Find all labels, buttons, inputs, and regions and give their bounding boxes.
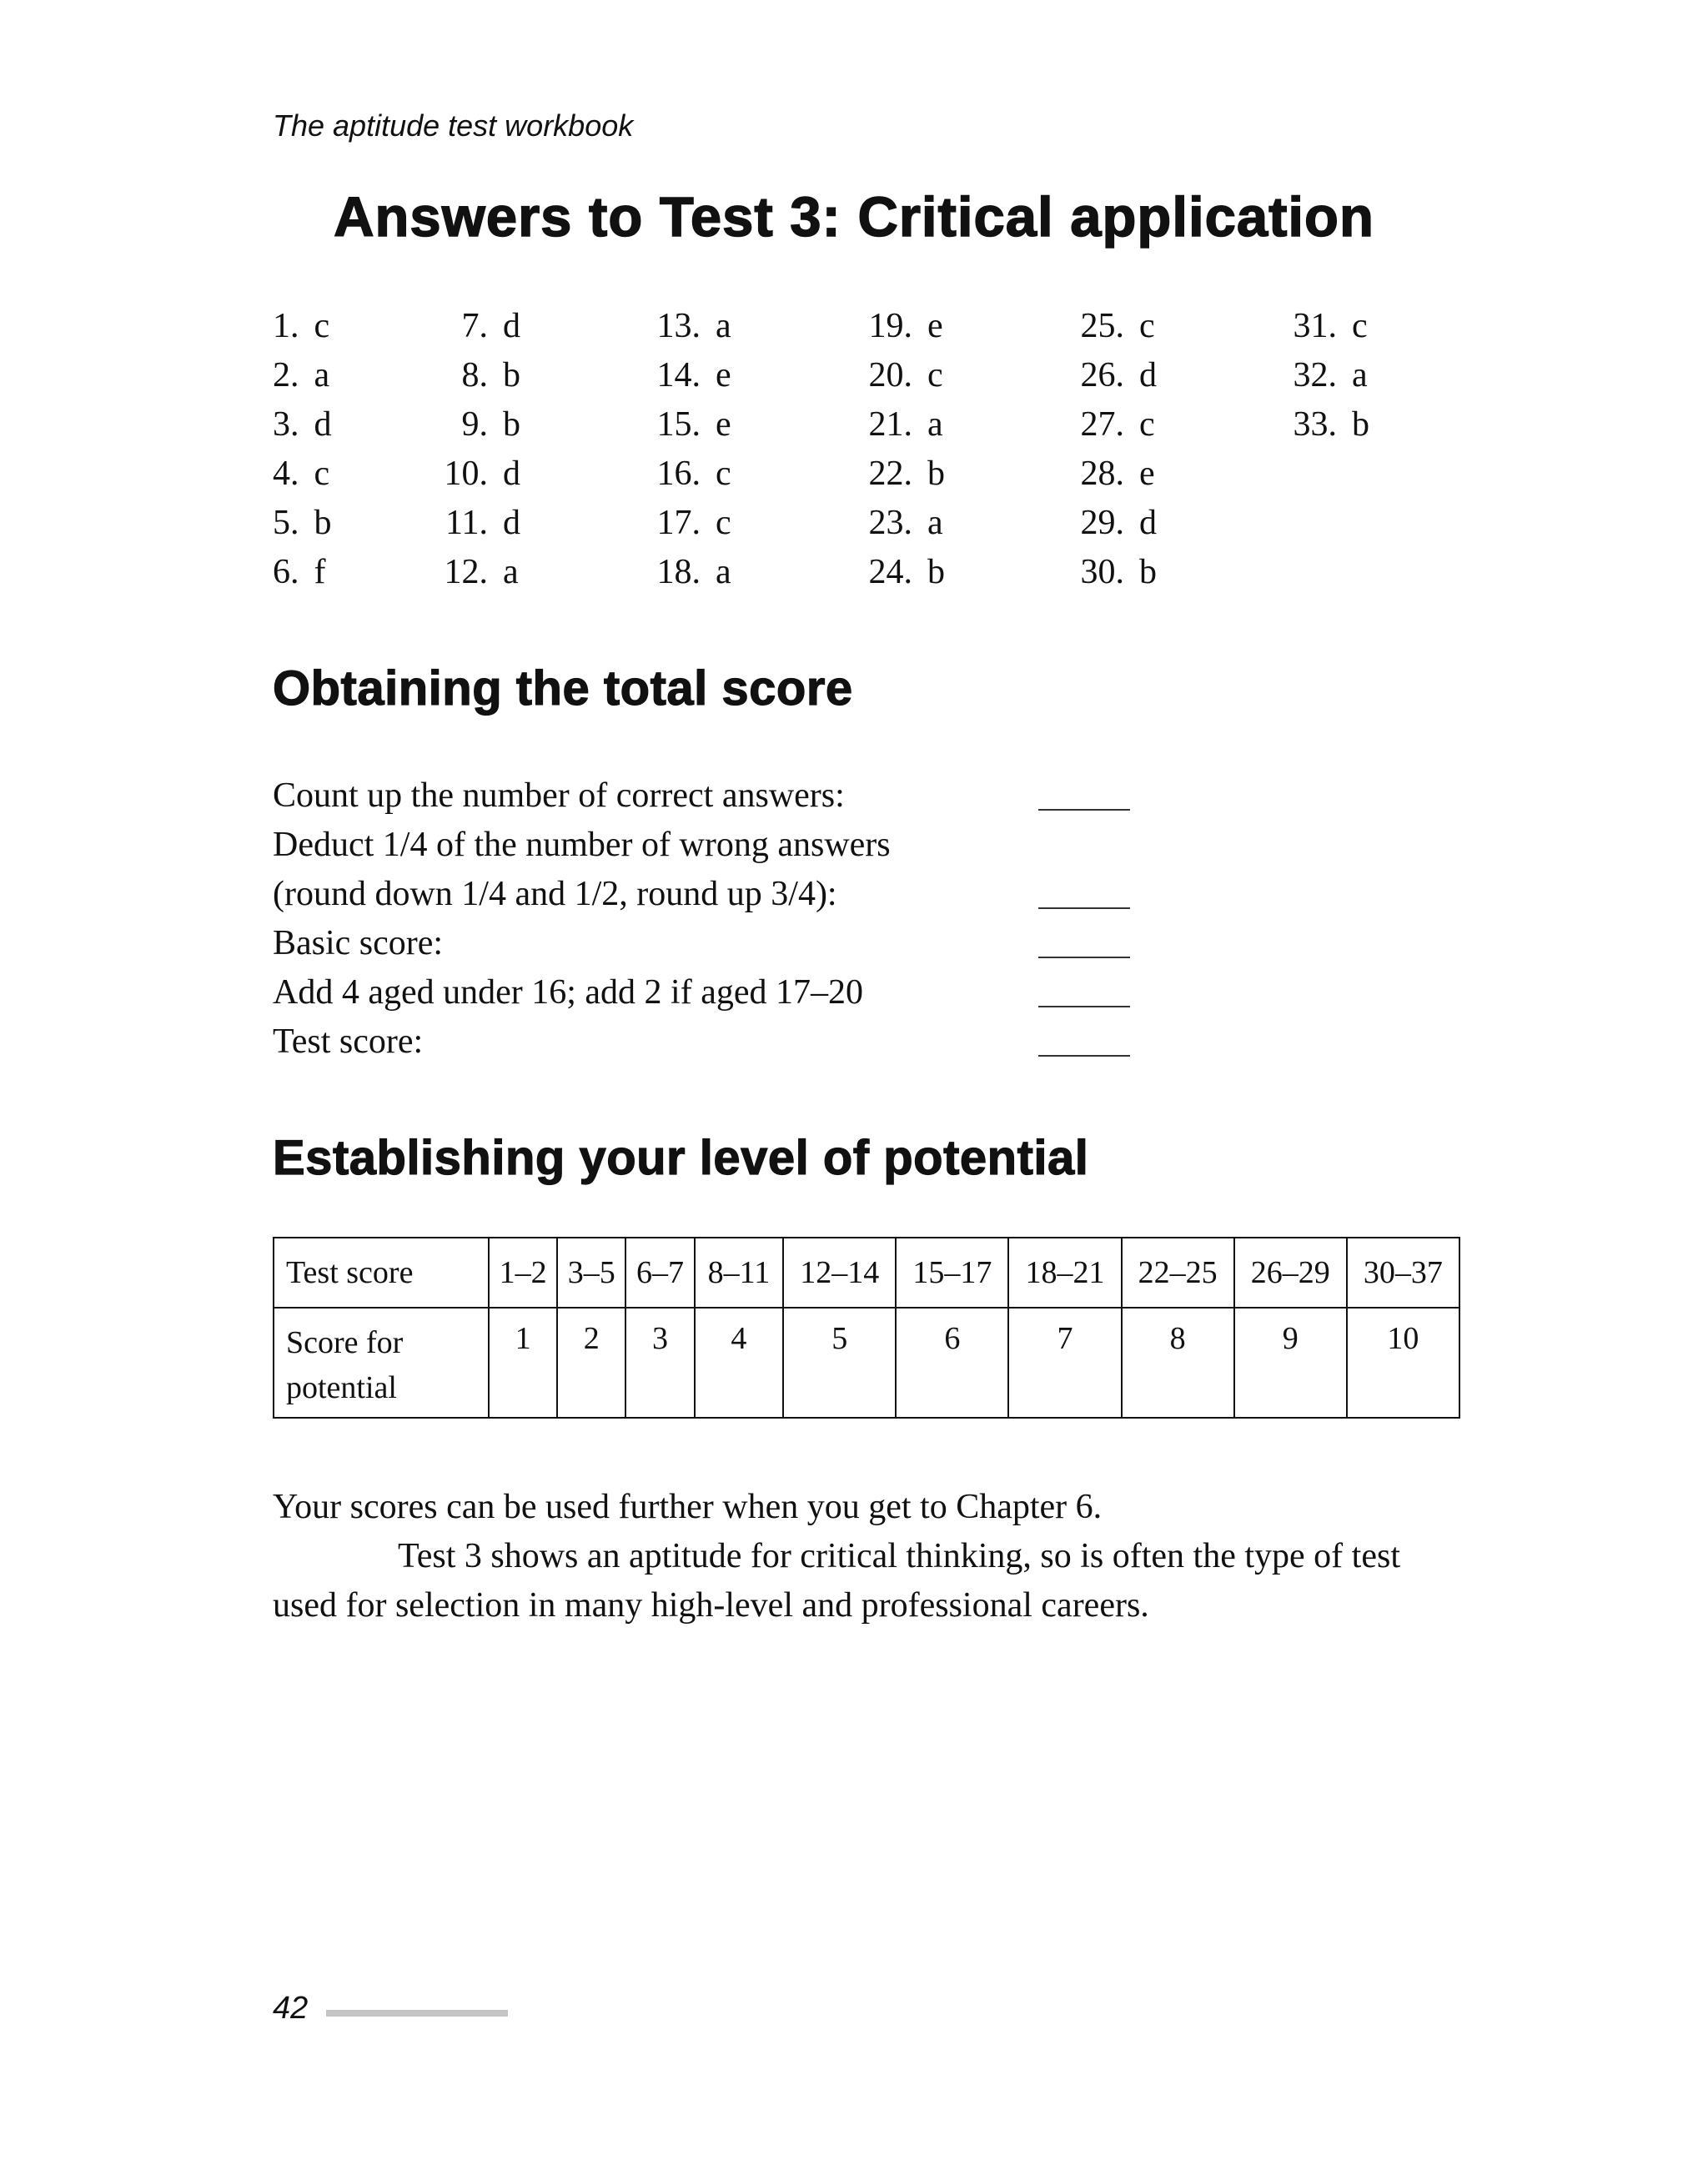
question-number: 6.: [273, 553, 299, 591]
question-number: 25.: [1080, 307, 1124, 345]
question-number: 24.: [868, 553, 912, 591]
answer-letter: e: [927, 307, 943, 345]
question-number: 18.: [656, 553, 701, 591]
answer-letter: a: [927, 405, 943, 444]
potential-heading: Establishing your level of potential: [273, 1131, 1089, 1185]
answer-item: [837, 450, 1004, 499]
answer-column: [625, 302, 792, 597]
answer-letter: c: [1352, 307, 1368, 345]
question-number: 27.: [1080, 405, 1124, 444]
row-label-test-score: Test score: [274, 1238, 489, 1308]
test-score-range: 1–2: [489, 1238, 557, 1308]
answer-blank[interactable]: [1038, 1006, 1130, 1007]
answer-item: [1049, 548, 1216, 597]
score-step: [273, 821, 1123, 870]
test-score-range: 3–5: [557, 1238, 625, 1308]
question-number: 3.: [273, 405, 299, 444]
answer-letter: c: [927, 356, 943, 394]
page-title: Answers to Test 3: Critical application: [334, 186, 1374, 249]
score-step: [273, 1017, 1123, 1067]
answer-letter: c: [314, 455, 330, 493]
answer-item: [837, 548, 1004, 597]
question-number: 11.: [445, 504, 488, 542]
score-step-text: Add 4 aged under 16; add 2 if aged 17–20: [273, 973, 863, 1012]
answer-letter: c: [314, 307, 330, 345]
score-step-text: Deduct 1/4 of the number of wrong answers: [273, 826, 891, 864]
running-head: The aptitude test workbook: [273, 108, 634, 143]
score-step-text: Basic score:: [273, 924, 444, 962]
question-number: 33.: [1293, 405, 1337, 444]
question-number: 12.: [444, 553, 488, 591]
answer-letter: e: [716, 405, 731, 444]
answer-letter: d: [503, 504, 520, 542]
table-row-test-score: [274, 1238, 1459, 1308]
score-step: [273, 968, 1123, 1017]
score-step-text: (round down 1/4 and 1/2, round up 3/4):: [273, 875, 837, 913]
answer-letter: b: [927, 553, 945, 591]
answer-column: [1049, 302, 1216, 597]
answer-item: [413, 450, 580, 499]
question-number: 29.: [1080, 504, 1124, 542]
question-number: 17.: [656, 504, 701, 542]
answer-blank[interactable]: [1038, 957, 1130, 958]
question-number: 26.: [1080, 356, 1124, 394]
answer-column: [837, 302, 1004, 597]
test-score-range: 26–29: [1234, 1238, 1347, 1308]
answer-item: [837, 302, 1004, 351]
answer-item: [1049, 302, 1216, 351]
answer-item: [625, 400, 792, 450]
question-number: 2.: [273, 356, 299, 394]
test-score-range: 6–7: [625, 1238, 694, 1308]
total-score-heading: Obtaining the total score: [273, 661, 853, 716]
closing-text: [273, 1483, 1460, 1630]
test-score-range: 12–14: [783, 1238, 896, 1308]
answer-letter: b: [1139, 553, 1157, 591]
answer-item: [1049, 499, 1216, 548]
potential-score: 3: [625, 1308, 694, 1418]
answer-item: [1262, 351, 1429, 400]
answer-item: [625, 548, 792, 597]
potential-score: 10: [1347, 1308, 1459, 1418]
answer-letter: c: [716, 504, 731, 542]
question-number: 15.: [656, 405, 701, 444]
answer-column: [413, 302, 580, 597]
question-number: 22.: [868, 455, 912, 493]
question-number: 1.: [273, 307, 299, 345]
answer-letter: b: [314, 504, 332, 542]
question-number: 9.: [461, 405, 488, 444]
answer-letter: b: [1352, 405, 1369, 444]
answer-letter: e: [716, 356, 731, 394]
question-number: 19.: [868, 307, 912, 345]
question-number: 10.: [444, 455, 488, 493]
answer-letter: a: [716, 307, 731, 345]
potential-score: 1: [489, 1308, 557, 1418]
answer-letter: a: [927, 504, 943, 542]
answer-letter: d: [314, 405, 332, 444]
closing-line: Your scores can be used further when you get to Chapter 6.: [273, 1488, 1103, 1526]
total-score-steps: [273, 771, 1123, 1067]
answer-item: [625, 499, 792, 548]
answer-letter: e: [1139, 455, 1155, 493]
answer-letter: c: [1139, 307, 1155, 345]
score-step-text: Test score:: [273, 1022, 424, 1061]
answer-column: [1262, 302, 1429, 450]
answer-letter: b: [503, 356, 520, 394]
potential-score: 4: [695, 1308, 784, 1418]
answer-letter: a: [1352, 356, 1368, 394]
potential-score: 2: [557, 1308, 625, 1418]
potential-score: 5: [783, 1308, 896, 1418]
question-number: 28.: [1080, 455, 1124, 493]
question-number: 7.: [461, 307, 488, 345]
question-number: 8.: [461, 356, 488, 394]
answer-item: [413, 302, 580, 351]
row-label-score-for-potential: Score for potential: [274, 1308, 489, 1418]
answer-item: [837, 499, 1004, 548]
potential-table: [273, 1237, 1460, 1419]
score-step: [273, 919, 1123, 968]
answer-blank[interactable]: [1038, 907, 1130, 909]
answer-item: [837, 351, 1004, 400]
answer-item: [1262, 400, 1429, 450]
answer-item: [1049, 450, 1216, 499]
question-number: 13.: [656, 307, 701, 345]
answer-item: [1049, 351, 1216, 400]
score-step-text: Count up the number of correct answers:: [273, 776, 845, 815]
potential-score: 7: [1008, 1308, 1121, 1418]
question-number: 14.: [656, 356, 701, 394]
answer-letter: c: [716, 455, 731, 493]
score-step: [273, 771, 1123, 821]
answer-blank[interactable]: [1038, 1055, 1130, 1057]
answer-item: [1262, 302, 1429, 351]
test-score-range: 22–25: [1122, 1238, 1234, 1308]
answer-letter: b: [503, 405, 520, 444]
folio-rule: [326, 2010, 508, 2017]
answer-item: [837, 400, 1004, 450]
question-number: 31.: [1293, 307, 1337, 345]
answer-item: [413, 351, 580, 400]
table-row-score-for-potential: [274, 1308, 1459, 1418]
answer-letter: d: [1139, 504, 1157, 542]
answer-item: [625, 351, 792, 400]
answer-letter: f: [314, 553, 326, 591]
answer-letter: d: [503, 307, 520, 345]
answer-blank[interactable]: [1038, 809, 1130, 811]
answer-letter: d: [503, 455, 520, 493]
test-score-range: 15–17: [896, 1238, 1008, 1308]
answer-item: [625, 302, 792, 351]
answer-letter: c: [1139, 405, 1155, 444]
answer-letter: b: [927, 455, 945, 493]
answer-item: [625, 450, 792, 499]
test-score-range: 18–21: [1008, 1238, 1121, 1308]
answer-letter: a: [314, 356, 330, 394]
answer-item: [413, 499, 580, 548]
closing-paragraph: [273, 1532, 1460, 1630]
answer-letter: d: [1139, 356, 1157, 394]
answer-item: [413, 548, 580, 597]
question-number: 20.: [868, 356, 912, 394]
question-number: 23.: [868, 504, 912, 542]
potential-score: 9: [1234, 1308, 1347, 1418]
question-number: 16.: [656, 455, 701, 493]
answer-item: [413, 400, 580, 450]
potential-score: 8: [1122, 1308, 1234, 1418]
answer-item: [1049, 400, 1216, 450]
score-step: [273, 870, 1123, 919]
question-number: 4.: [273, 455, 299, 493]
answer-letter: a: [503, 553, 519, 591]
test-score-range: 8–11: [695, 1238, 784, 1308]
closing-paragraph-text: Test 3 shows an aptitude for critical thinking, so is often the type of test used for selection in many high-level and professional careers.: [273, 1537, 1400, 1625]
test-score-range: 30–37: [1347, 1238, 1459, 1308]
question-number: 5.: [273, 504, 299, 542]
question-number: 30.: [1080, 553, 1124, 591]
question-number: 21.: [868, 405, 912, 444]
answer-letter: a: [716, 553, 731, 591]
potential-score: 6: [896, 1308, 1008, 1418]
page-number: 42: [273, 1991, 309, 2026]
question-number: 32.: [1293, 356, 1337, 394]
